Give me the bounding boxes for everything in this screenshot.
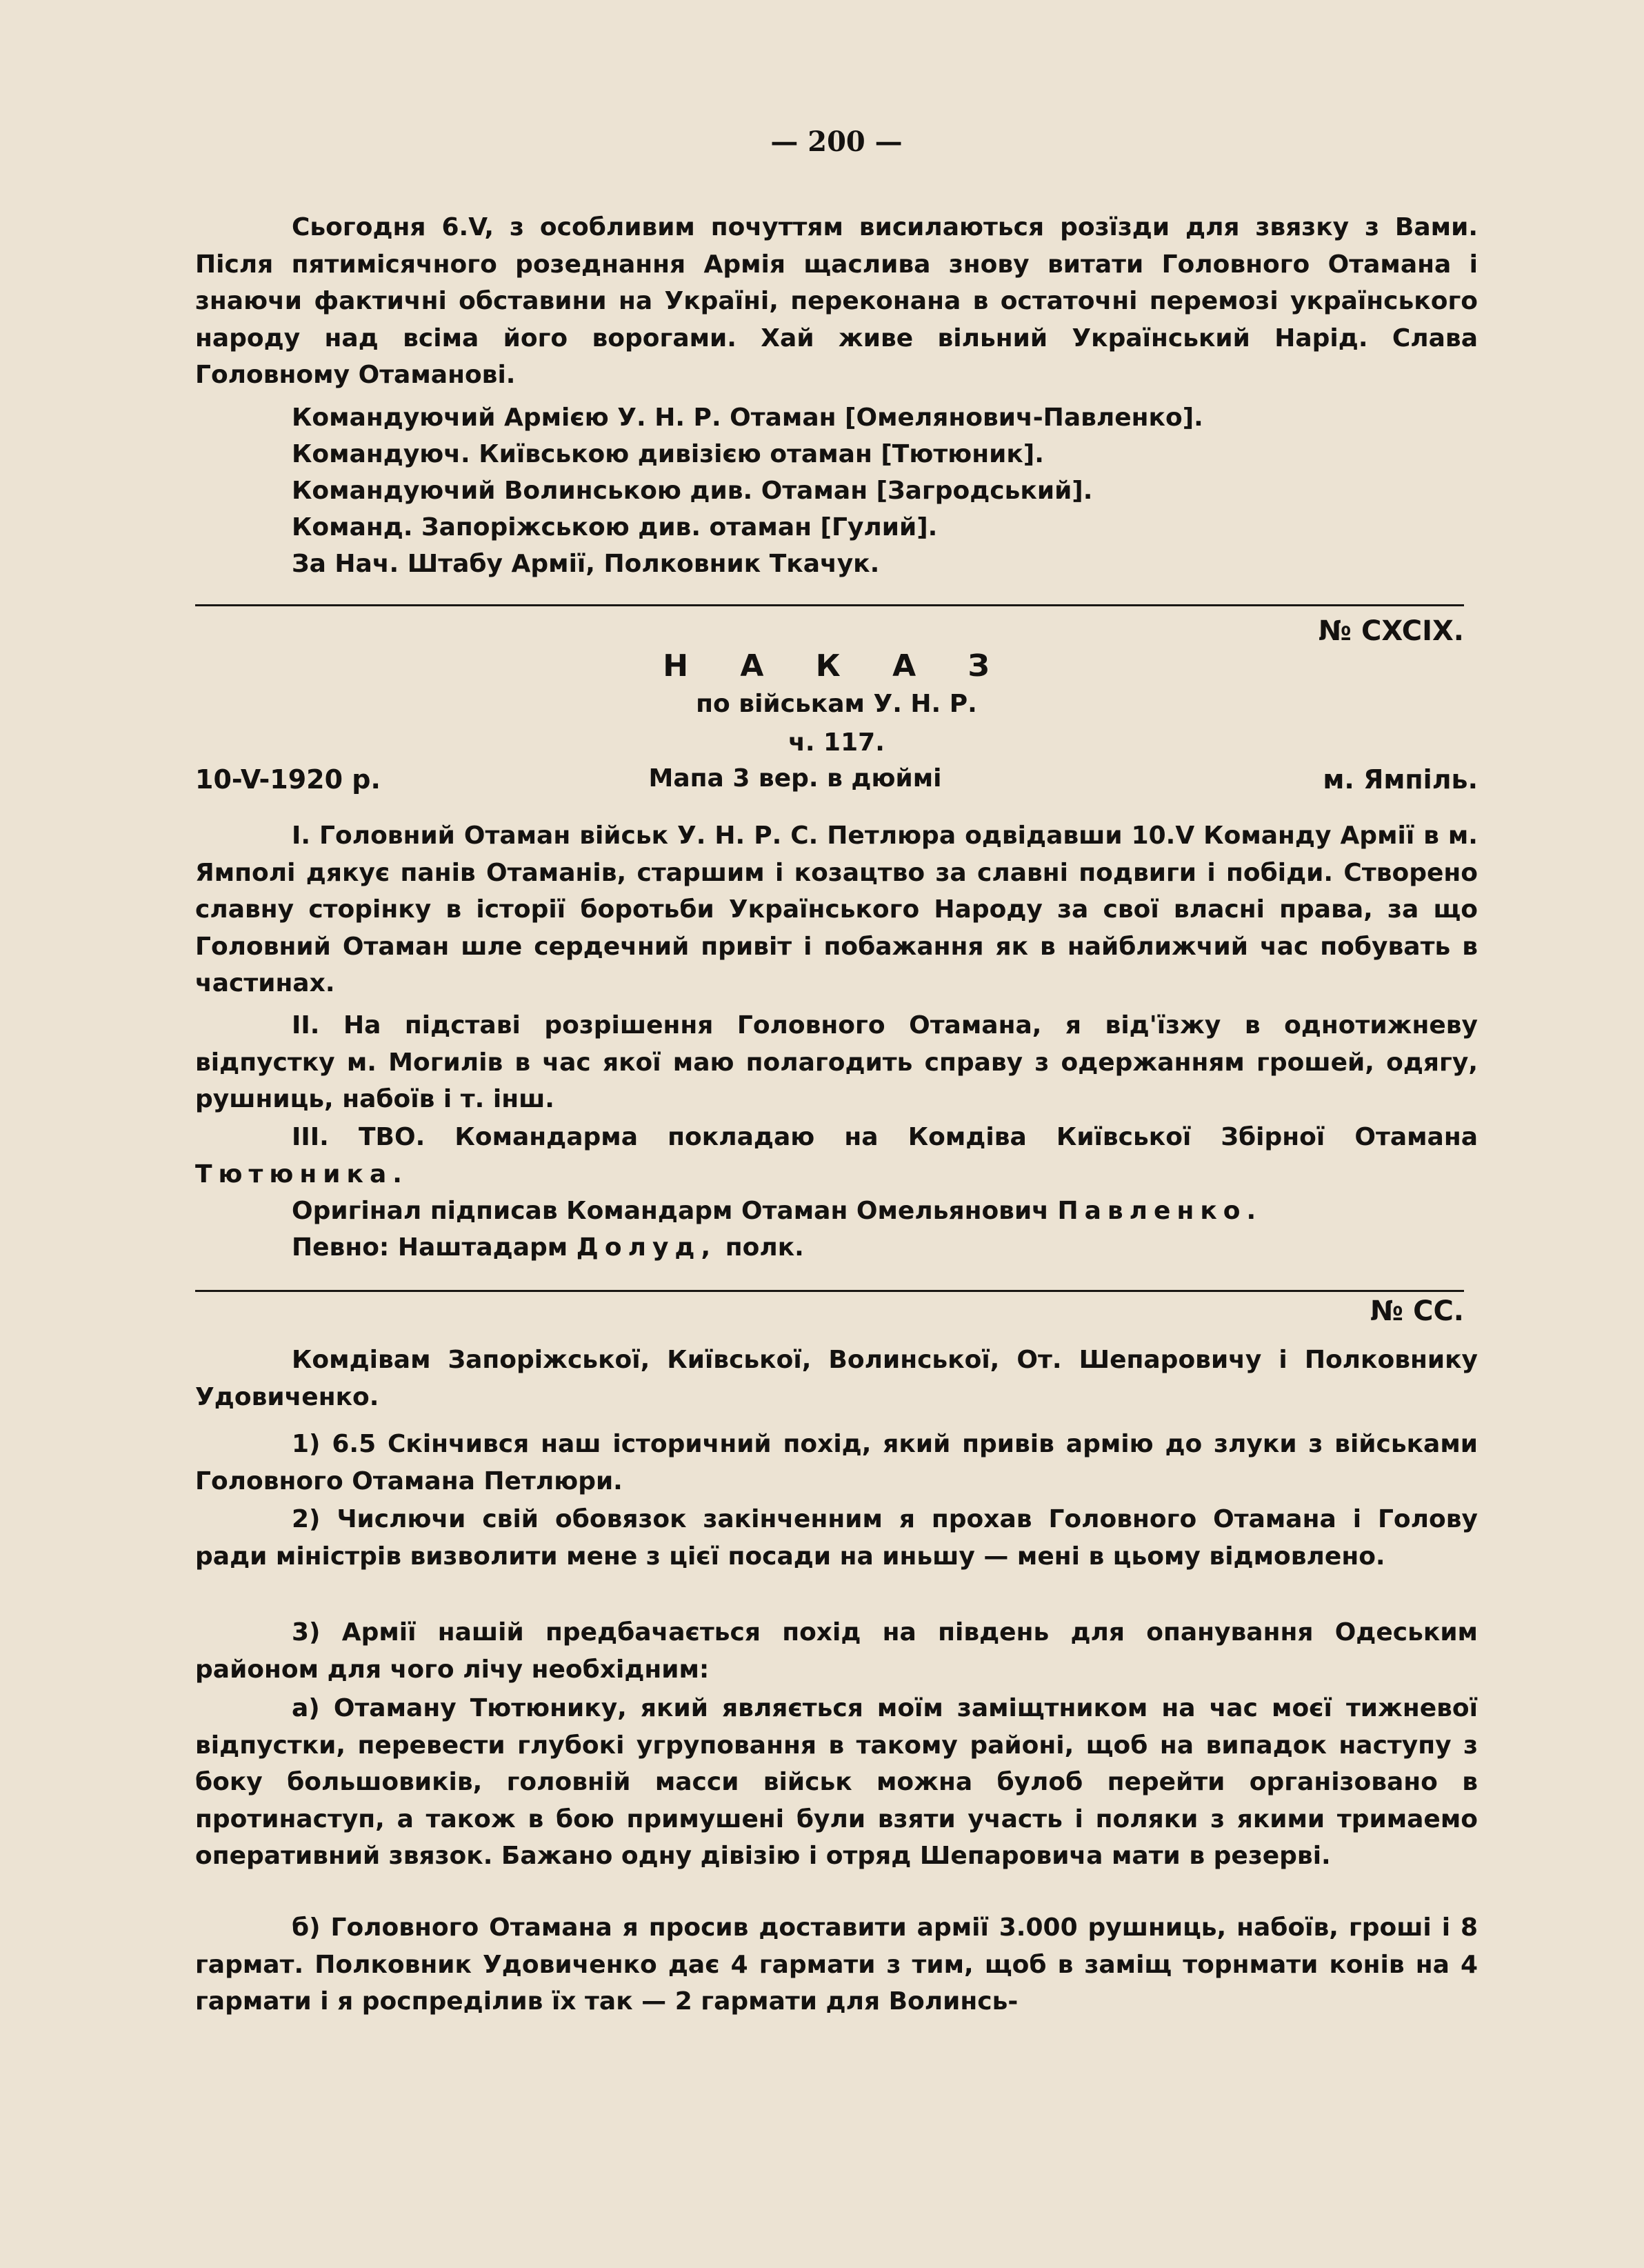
- order2-point-3: 3) Армії нашій предбачається похід на південь для опанування Одеським районом для чого лічу необхідним:: [195, 1618, 1478, 1684]
- page-number: — 200 —: [770, 126, 903, 158]
- signed-text: Оригінал підписав Командарм Отаман Омельянович: [292, 1197, 1049, 1225]
- signed-line: [292, 1197, 1262, 1225]
- order-title: Н А К А З: [663, 648, 1010, 684]
- certified-text: Певно: Наштадарм: [292, 1233, 568, 1262]
- order-map: Мапа 3 вер. в дюймі: [648, 764, 942, 793]
- order2-point-a: а) Отаману Тютюнику, який являється моїм заміщтником на час моєї тижневої відпустки, перевести глубокі угруповання в такому районі, щоб на випадок наступу з боку большовиків, головній масси військ можна булоб перейти організовано в протинаступ, а також в бою примушені були взяти участь і поляки з якими тримаемо оперативний звязок. Бажано одну дівізію і отряд Шепаровича мати в резерві.: [195, 1694, 1478, 1871]
- order-number: № CXCIX.: [1318, 615, 1464, 647]
- order2-number: № CC.: [1370, 1295, 1464, 1327]
- signature-line: Командуюч. Київською дивізією отаман [Тютюник].: [292, 440, 1044, 468]
- document-page: [195, 117, 1478, 2228]
- certified-name: Долуд,: [576, 1233, 717, 1262]
- section-divider: [195, 604, 1464, 606]
- section-divider: [195, 1290, 1464, 1292]
- order-paragraph-2: ІІ. На підставі розрішення Головного Отамана, я від'їзжу в однотижневу відпустку м. Могилів в час якої маю полагодить справу з одержанням грошей, одягу, рушниць, набоїв і т. інш.: [195, 1011, 1478, 1114]
- signed-name: Павленко.: [1057, 1197, 1263, 1225]
- signature-line: Команд. Запоріжською див. отаман [Гулий].: [292, 513, 938, 541]
- signature-line: Командуючий Волинською див. Отаман [Загродський].: [292, 477, 1093, 505]
- order-subtitle: по військам У. Н. Р.: [696, 690, 977, 718]
- top-paragraph: Сьогодня 6.V, з особливим почуттям висилаються розїзди для звязку з Вами. Після пятимісячного розеднання Армія щаслива знову витати Головного Отамана і знаючи фактичні обставини на Україні, переконана в остаточні перемозі українського народу над всіма його ворогами. Хай живе вільний Український Нарід. Слава Головному Отаманові.: [195, 213, 1478, 390]
- order-part: ч. 117.: [788, 728, 885, 757]
- order-date: 10-V-1920 р.: [195, 764, 381, 795]
- order2-point-2: 2) Числючи свій обовязок закінченним я прохав Головного Отамана і Голову ради міністрів визволити мене з цієї посади на иньшу — мені в цьому відмовлено.: [195, 1505, 1478, 1571]
- order-paragraph-3-name: Тютюника.: [195, 1160, 408, 1188]
- order-paragraph-3: [195, 1119, 1478, 1193]
- order2-point-b: б) Головного Отамана я просив доставити армії 3.000 рушниць, набоїв, гроші і 8 гармат. Полковник Удовиченко дає 4 гармати з тим, щоб в заміщ торнмати конів на 4 гармати і я роспреділив їх так — 2 гармати для Волинсь-: [195, 1913, 1478, 2016]
- signature-line: Командуючий Армією У. Н. Р. Отаман [Омелянович-Павленко].: [292, 404, 1203, 432]
- order-paragraph-1: І. Головний Отаман військ У. Н. Р. С. Петлюра одвідавши 10.V Команду Армії в м. Ямполі дякує панів Отаманів, старшим і козацтво за славні подвиги і побіди. Створено славну сторінку в історії боротьби Українського Народу за свої власні права, за що Головний Отаман шле сердечний привіт і побажання як в найближчий час побувать в частинах.: [195, 822, 1478, 998]
- order-place: м. Ямпіль.: [1323, 764, 1478, 795]
- order2-address: Комдівам Запоріжської, Київської, Волинської, От. Шепаровичу і Полковнику Удовиченко.: [195, 1346, 1478, 1411]
- certified-line: [292, 1233, 804, 1262]
- order2-point-1: 1) 6.5 Скінчився наш історичний похід, який привів армію до злуки з військами Головного Отамана Петлюри.: [195, 1430, 1478, 1495]
- signature-line: За Нач. Штабу Армії, Полковник Ткачук.: [292, 550, 880, 578]
- order-paragraph-3-text: ІІІ. ТВО. Командарма покладаю на Комдіва Київської Збірної Отамана: [292, 1123, 1478, 1151]
- certified-rank: полк.: [725, 1233, 804, 1262]
